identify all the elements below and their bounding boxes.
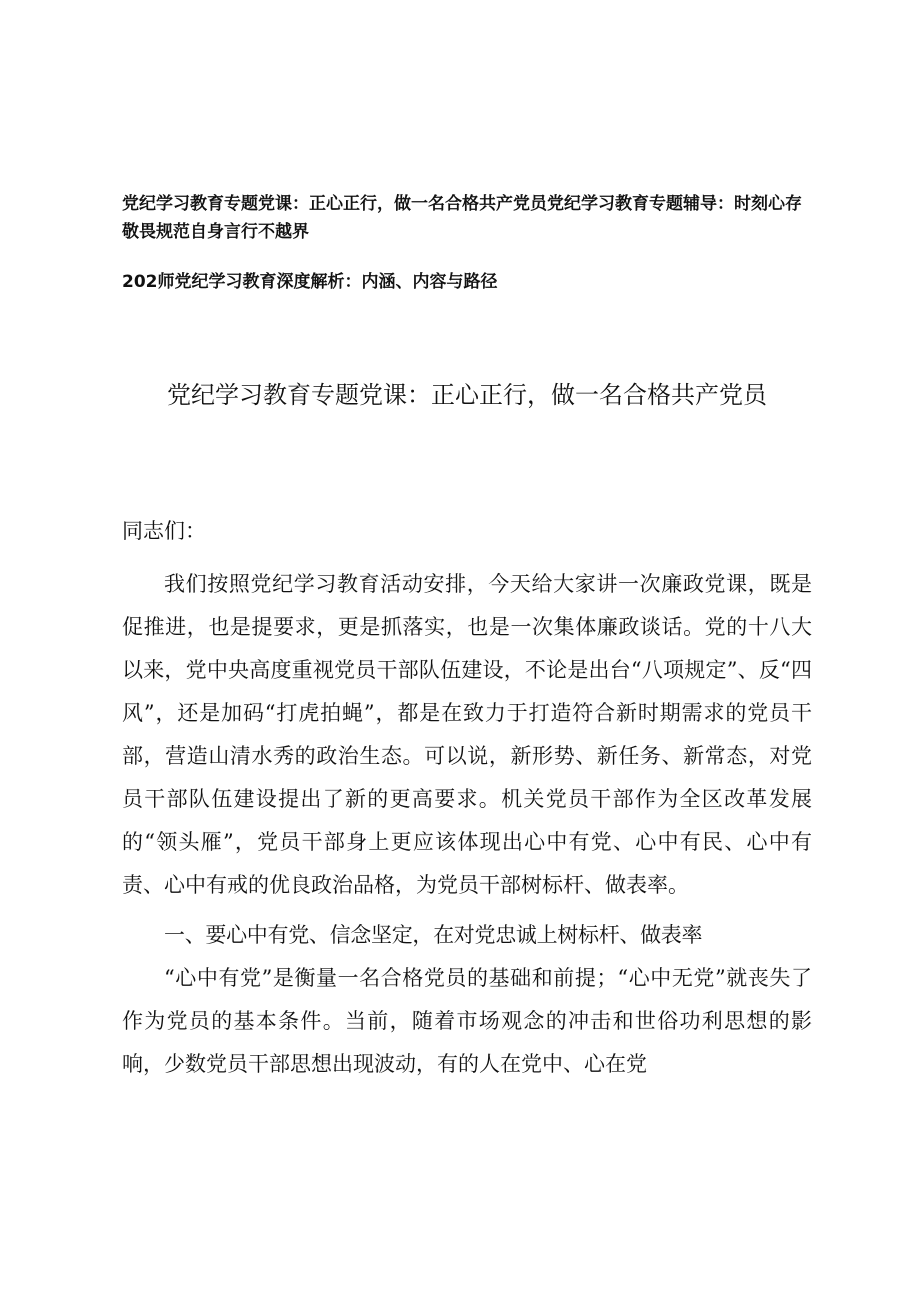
body-paragraph: “心中有党”是衡量一名合格党员的基础和前提；“心中无党”就丧失了作为党员的基本条件。当前，随着市场观念的冲击和世俗功利思想的影响，少数党员干部思想出现波动，有的人在党中、心在党 <box>122 966 812 1076</box>
section-heading: 一、要心中有党、信念坚定，在对党忠诚上树标杆、做表率 <box>164 923 703 947</box>
salutation: 同志们： <box>122 519 206 543</box>
related-links <box>122 190 812 318</box>
body-paragraph: 我们按照党纪学习教育活动安排，今天给大家讲一次廉政党课，既是促推进，也是提要求，更是抓落实，也是一次集体廉政谈话。党的十八大以来，党中央高度重视党员干部队伍建设，不论是出台“八项规定”、反“四风”，还是加码“打虎拍蝇”，都是在致力于打造符合新时期需求的党员干部，营造山清水秀的政治生态。可以说，新形势、新任务、新常态，对党员干部队伍建设提出了新的更高要求。机关党员干部作为全区改革发展的“领头雁”，党员干部身上更应该体现出心中有党、心中有民、心中有责、心中有戒的优良政治品格，为党员干部树标杆、做表率。 <box>122 572 812 897</box>
related-link[interactable]: 202师党纪学习教育深度解析：内涵、内容与路径 <box>122 272 498 292</box>
document-body <box>122 510 812 1086</box>
document-title: 党纪学习教育专题党课：正心正行，做一名合格共产党员 <box>167 381 767 409</box>
related-link[interactable]: 党纪学习教育专题党课：正心正行，做一名合格共产党员党纪学习教育专题辅导：时刻心存敬畏规范自身言行不越界 <box>122 194 802 242</box>
